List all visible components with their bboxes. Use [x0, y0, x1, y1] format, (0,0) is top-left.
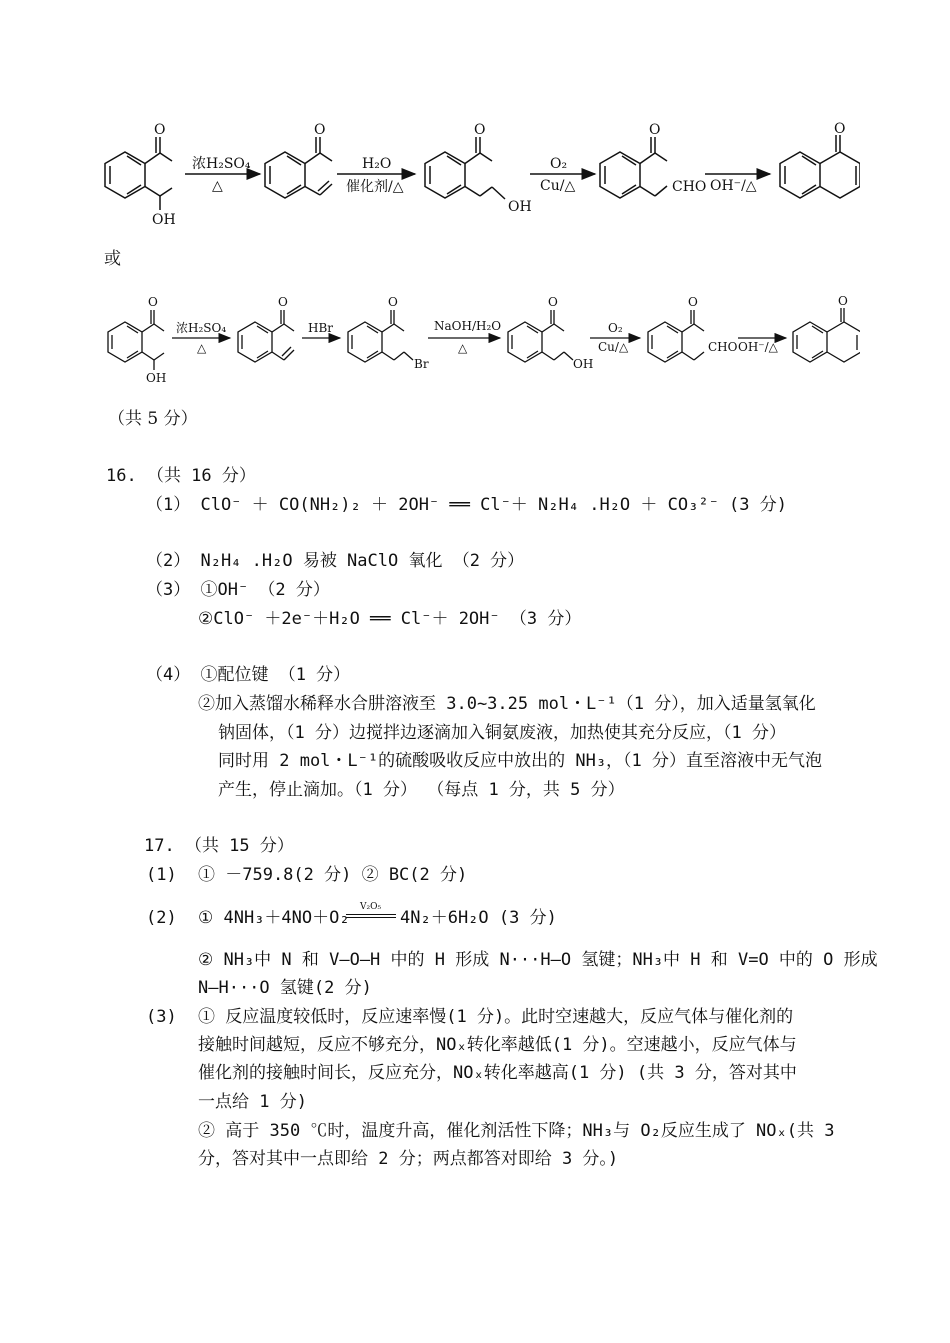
- score-total-5: （共 5 分）: [108, 409, 198, 429]
- oxygen-label: O: [834, 121, 846, 137]
- arrow-reagent-bottom: △: [197, 341, 207, 355]
- q16-part4-b: ②加入蒸馏水稀释水合肼溶液至 3.0~3.25 mol・L⁻¹（1 分），加入适量氢氧化: [198, 694, 816, 714]
- q17-part2-equation-right: 4N₂＋6H₂O (3 分): [400, 908, 557, 928]
- q17-part3-c: 催化剂的接触时间长，反应充分，NOₓ转化率越高(1 分) (共 3 分，答对其中: [198, 1063, 797, 1083]
- hydroxyl-label: OH: [573, 357, 594, 371]
- q17-part3-d: 一点给 1 分): [198, 1092, 307, 1112]
- q16-part4-a: （4） ①配位键 （1 分）: [146, 665, 351, 685]
- molecule-vinyl-acetophenone: [238, 310, 294, 362]
- q17-part3-b: 接触时间越短，反应不够充分，NOₓ转化率越低(1 分)。空速越小，反应气体与: [198, 1035, 797, 1055]
- q17-part2-b: ② NH₃中 N 和 V—O—H 中的 H 形成 N···H—O 氢键；NH₃中 H 和 V=O 中的 O 形成: [198, 950, 878, 970]
- oxygen-label: O: [148, 295, 158, 309]
- q17-part2-equation-left: ① 4NH₃＋4NO＋O₂: [198, 908, 350, 928]
- q16-part4-c: 钠固体，（1 分）边搅拌边逐滴加入铜氨废液，加热使其充分反应，（1 分）: [218, 723, 786, 743]
- arrow-reagent-bottom: Cu/△: [540, 178, 576, 194]
- q16-part3-a: （3） ①OH⁻ （2 分）: [146, 580, 330, 600]
- q17-part2-c: N—H···O 氢键(2 分): [198, 978, 372, 998]
- arrow-reagent-top: H₂O: [362, 156, 392, 172]
- q16-part4-e: 产生，停止滴加。（1 分） （每点 1 分，共 5 分）: [218, 780, 625, 800]
- aldehyde-label: CHO: [672, 179, 707, 195]
- molecule-dihydronaphthalenone: [793, 308, 860, 362]
- oxygen-label: O: [314, 122, 326, 138]
- q16-part3-b: ②ClO⁻ ＋2e⁻＋H₂O ══ Cl⁻＋ 2OH⁻ （3 分）: [198, 609, 582, 629]
- oxygen-label: O: [474, 122, 486, 138]
- molecule-hydroxyethyl-acetophenone: [108, 310, 164, 370]
- q17-title: 17. （共 15 分）: [144, 836, 294, 856]
- q17-part2-number: (2): [146, 908, 177, 928]
- arrow-reagent-bottom: 催化剂/△: [346, 179, 404, 195]
- molecule-bromoethyl-acetophenone: [348, 310, 413, 362]
- arrow-reagent-top: O₂: [550, 156, 568, 172]
- molecule-aldehyde: [648, 310, 704, 362]
- q17-part3-f: 分，答对其中一点即给 2 分；两点都答对即给 3 分。): [198, 1149, 619, 1169]
- hydroxyl-label: OH: [508, 199, 532, 215]
- synthesis-scheme-1: [100, 115, 860, 235]
- hydroxyl-label: OH: [146, 371, 167, 385]
- oxygen-label: O: [649, 122, 661, 138]
- bromo-label: Br: [414, 357, 429, 371]
- catalyst-label: V₂O₅: [360, 902, 382, 912]
- oxygen-label: O: [278, 295, 288, 309]
- q16-part4-d: 同时用 2 mol・L⁻¹的硫酸吸收反应中放出的 NH₃，（1 分）直至溶液中无气泡: [218, 751, 823, 771]
- molecule-hydroxyethyl-chain: [508, 310, 573, 362]
- hydroxyl-label: OH: [152, 212, 176, 228]
- arrow-reagent-bottom: △: [212, 178, 223, 194]
- q17-part1: ① －759.8(2 分) ② BC(2 分): [198, 865, 468, 885]
- equation-arrow: [346, 902, 396, 926]
- arrow-reagent-bottom: Cu/△: [598, 340, 629, 354]
- molecule-hydroxyethyl-acetophenone: [105, 137, 172, 210]
- molecule-dihydronaphthalenone: [780, 135, 860, 198]
- arrow-reagent-bottom: △: [458, 341, 468, 355]
- arrow-reagent-bottom: OH⁻/△: [710, 178, 757, 194]
- q17-part3-a: ① 反应温度较低时，反应速率慢(1 分)。此时空速越大，反应气体与催化剂的: [198, 1007, 794, 1027]
- molecule-vinyl-acetophenone: [265, 137, 332, 198]
- oxygen-label: O: [388, 295, 398, 309]
- molecule-hydroxyethyl-chain: [425, 137, 505, 199]
- oxygen-label: O: [838, 294, 848, 308]
- arrow-reagent-top: 浓H₂SO₄: [176, 321, 227, 335]
- arrow-reagent-top: NaOH/H₂O: [434, 319, 502, 333]
- oxygen-label: O: [548, 295, 558, 309]
- oxygen-label: O: [688, 295, 698, 309]
- molecule-aldehyde: [600, 137, 667, 198]
- q17-part3-e: ② 高于 350 ℃时，温度升高，催化剂活性下降；NH₃与 O₂反应生成了 NOₓ(共 3: [198, 1121, 835, 1141]
- aldehyde-label: CHO: [708, 340, 738, 354]
- q17-part3-number: (3): [146, 1007, 177, 1027]
- oxygen-label: O: [154, 122, 166, 138]
- arrow-reagent-top: 浓H₂SO₄: [192, 156, 251, 172]
- arrow-reagent-top: HBr: [308, 321, 334, 335]
- arrow-reagent-top: O₂: [608, 321, 623, 335]
- arrow-reagent-bottom: OH⁻/△: [738, 340, 778, 354]
- q17-part1-number: (1): [146, 865, 177, 885]
- or-text: 或: [104, 249, 121, 269]
- q16-title: 16. （共 16 分）: [106, 466, 256, 486]
- q16-part2: （2） N₂H₄ .H₂O 易被 NaClO 氧化 （2 分）: [146, 551, 525, 571]
- q16-part1: （1） ClO⁻ ＋ CO(NH₂)₂ ＋ 2OH⁻ ══ Cl⁻＋ N₂H₄ .H₂O ＋ CO₃²⁻ (3 分): [146, 495, 787, 515]
- synthesis-scheme-2: [100, 290, 860, 390]
